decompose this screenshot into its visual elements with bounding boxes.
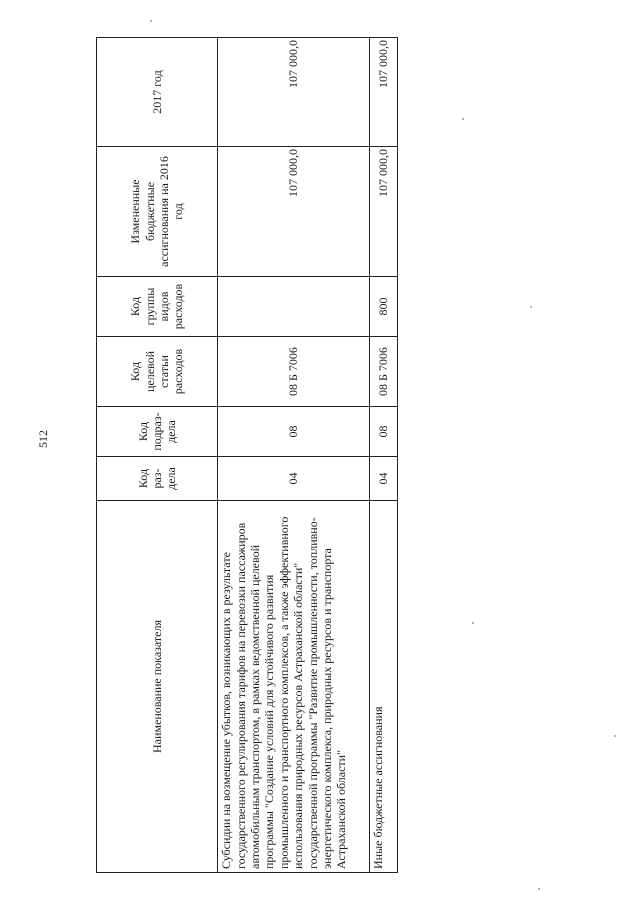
scan-speck xyxy=(462,118,464,120)
table-row xyxy=(369,38,397,873)
scan-speck xyxy=(538,888,540,890)
row-celevaya-statya: 08 Б 7006 xyxy=(369,337,397,407)
row-gruppa-vidov xyxy=(218,277,370,337)
row-gruppa-vidov: 800 xyxy=(369,277,397,337)
row-celevaya-statya: 08 Б 7006 xyxy=(218,337,370,407)
scan-speck xyxy=(614,735,616,737)
header-row xyxy=(97,38,218,873)
table-row xyxy=(218,38,370,873)
scan-speck xyxy=(530,306,532,308)
row-name: Субсидии на возмещение убытков, возникающих в результате государственного регулирования тарифов на перевозки пассажиров автомобильным транспортом, в рамках ведомственной целевой программы "Создание условий для устойчивого развития промышленного и транспортного комплексов, а также эффективного использования природных ресурсов Астраханской области" государственной программы "Развитие промышленности, топливно-энергетического комплекса, природных ресурсов и транспорта Астраханской области" xyxy=(218,501,370,873)
scan-speck xyxy=(150,20,152,22)
header-podrazdel: Код подраз-дела xyxy=(97,407,218,457)
row-2017: 107 000,0 xyxy=(369,38,397,147)
row-name: Иные бюджетные ассигнования xyxy=(369,501,397,873)
row-2016: 107 000,0 xyxy=(218,147,370,277)
budget-table xyxy=(96,37,398,873)
header-2017: 2017 год xyxy=(97,38,218,147)
header-2016: Измененные бюджетные ассигнования на 2016 год xyxy=(97,147,218,277)
header-celevaya-statya: Код целевой статьи расходов xyxy=(97,337,218,407)
row-2016: 107 000,0 xyxy=(369,147,397,277)
header-razdel: Код раз-дела xyxy=(97,457,218,501)
row-podrazdel: 08 xyxy=(369,407,397,457)
scan-speck xyxy=(472,622,474,624)
row-razdel: 04 xyxy=(218,457,370,501)
row-2017: 107 000,0 xyxy=(218,38,370,147)
header-name: Наименование показателя xyxy=(97,501,218,873)
header-gruppa-vidov: Код группы видов расходов xyxy=(97,277,218,337)
row-razdel: 04 xyxy=(369,457,397,501)
row-podrazdel: 08 xyxy=(218,407,370,457)
page-number: 512 xyxy=(36,430,50,448)
rotated-table-container xyxy=(96,38,398,873)
